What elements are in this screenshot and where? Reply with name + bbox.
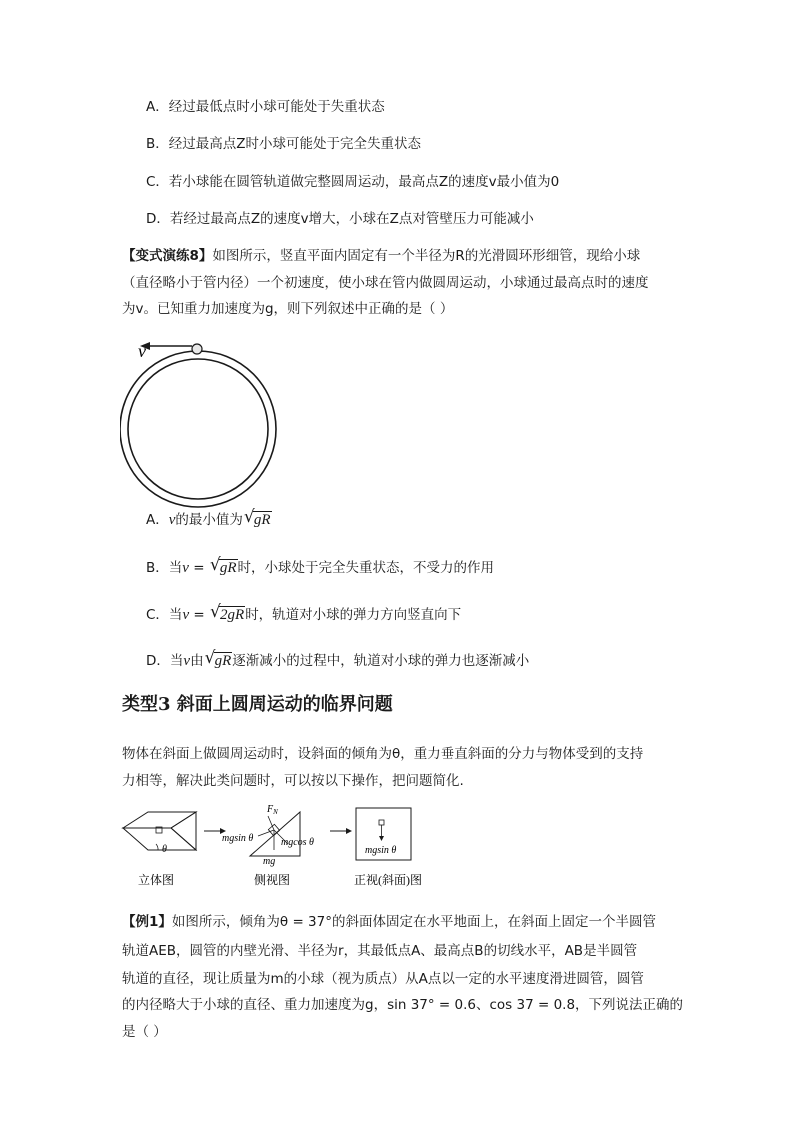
section-heading: 类型3 斜面上圆周运动的临界问题 <box>122 694 393 715</box>
practice8-stem-2: （直径略小于管内径）一个初速度，使小球在管内做圆周运动，小球通过最高点时的速度 <box>122 275 649 291</box>
ball <box>192 344 202 354</box>
option-d-prefix: D．当 <box>146 653 184 669</box>
view-side <box>222 804 314 867</box>
arrow-2-head <box>346 828 352 834</box>
practice8-stem-3: 为v。已知重力加速度为g，则下列叙述中正确的是（ ） <box>122 301 454 317</box>
front-mgsin-label: mgsin θ <box>365 845 397 856</box>
option-b-prefix: B．当 <box>146 560 183 576</box>
example1-text-1: 如图所示，倾角为θ = 37°的斜面体固定在水平地面上，在斜面上固定一个半圆管 <box>171 914 656 930</box>
option-a-sqrt: √ gR <box>243 507 271 528</box>
ring-outer <box>120 351 276 507</box>
option-d-prev: D．若经过最高点Z的速度v增大，小球在Z点对管壁压力可能减小 <box>146 211 534 227</box>
option-b-text: 时，小球处于完全失重状态，不受力的作用 <box>237 560 495 576</box>
caption-front: 正视(斜面)图 <box>354 873 422 887</box>
option-d-sqrt-arg: gR <box>214 653 232 669</box>
mgcos-label: mgcos θ <box>281 837 314 848</box>
fn-label <box>266 804 278 816</box>
option-d <box>146 648 530 671</box>
option-c-text: 时，轨道对小球的弹力方向竖直向下 <box>245 607 462 623</box>
option-a-sqrt-arg: gR <box>253 512 271 528</box>
velocity-label: v <box>138 341 146 361</box>
fn-label-sub: N <box>273 808 278 816</box>
example1-line-1 <box>122 912 656 932</box>
practice8-stem-1: 如图所示，竖直平面内固定有一个半径为R的光滑圆环形细管，现给小球 <box>212 248 641 264</box>
ring-inner <box>128 359 268 499</box>
example1-text-4: 的内径略大于小球的直径、重力加速度为g，sin 37° = 0.6、cos 37 = 0.8，下列说法正确的 <box>122 997 684 1013</box>
practice8-line-1 <box>122 246 640 266</box>
caption-side: 侧视图 <box>254 873 291 887</box>
option-d-mid: 由 <box>190 653 204 669</box>
incline-diagrams <box>118 800 438 892</box>
fn-label-main: F <box>267 804 274 815</box>
option-c-sqrt: √ 2gR <box>210 602 245 623</box>
practice8-tag: 【变式演练8】 <box>122 248 213 264</box>
option-a-v: v <box>168 512 176 528</box>
option-a-prefix: A． <box>146 512 169 528</box>
option-a-prev: A．经过最低点时小球可能处于失重状态 <box>146 99 385 115</box>
mgsin-label: mgsin θ <box>222 833 254 844</box>
option-a <box>146 507 272 530</box>
section-intro-1: 物体在斜面上做圆周运动时，设斜面的倾角为θ，重力垂直斜面的分力与物体受到的支持 <box>122 746 644 762</box>
option-c <box>146 602 462 625</box>
option-b-sqrt: √ gR <box>209 555 237 576</box>
option-c-v: v <box>182 607 190 623</box>
mg-label: mg <box>263 856 276 867</box>
caption-3d: 立体图 <box>138 873 175 887</box>
option-d-v: v <box>183 653 191 669</box>
example1-text-5: 是（ ） <box>122 1024 167 1040</box>
example1-tag: 【例1】 <box>122 914 172 930</box>
option-a-text: 的最小值为 <box>175 512 243 528</box>
theta-label-3d: θ <box>162 844 167 855</box>
ring-tube-figure <box>120 335 280 515</box>
option-d-text: 逐渐减小的过程中，轨道对小球的弹力也逐渐减小 <box>232 653 530 669</box>
section-intro-2: 力相等，解决此类问题时，可以按以下操作，把问题简化. <box>122 773 464 789</box>
option-c-prev: C．若小球能在圆管轨道做完整圆周运动，最高点Z的速度v最小值为0 <box>146 174 560 190</box>
option-c-sqrt-arg: 2gR <box>220 607 245 623</box>
option-d-sqrt: √ gR <box>204 648 232 669</box>
view-front <box>356 808 411 860</box>
option-b-prev: B．经过最高点Z时小球可能处于完全失重状态 <box>146 136 422 152</box>
view-3d <box>123 812 196 855</box>
option-b-sqrt-arg: gR <box>219 560 237 576</box>
option-c-eq: = <box>189 607 210 623</box>
option-b <box>146 555 495 578</box>
example1-text-3: 轨道的直径，现让质量为m的小球（视为质点）从A点以一定的水平速度滑进圆管，圆管 <box>122 971 644 987</box>
example1-text-2: 轨道AEB，圆管的内壁光滑、半径为r，其最低点A、最高点B的切线水平，AB是半圆管 <box>122 943 638 959</box>
option-b-v: v <box>182 560 189 576</box>
option-b-eq: = <box>188 560 209 576</box>
option-c-prefix: C．当 <box>146 607 183 623</box>
